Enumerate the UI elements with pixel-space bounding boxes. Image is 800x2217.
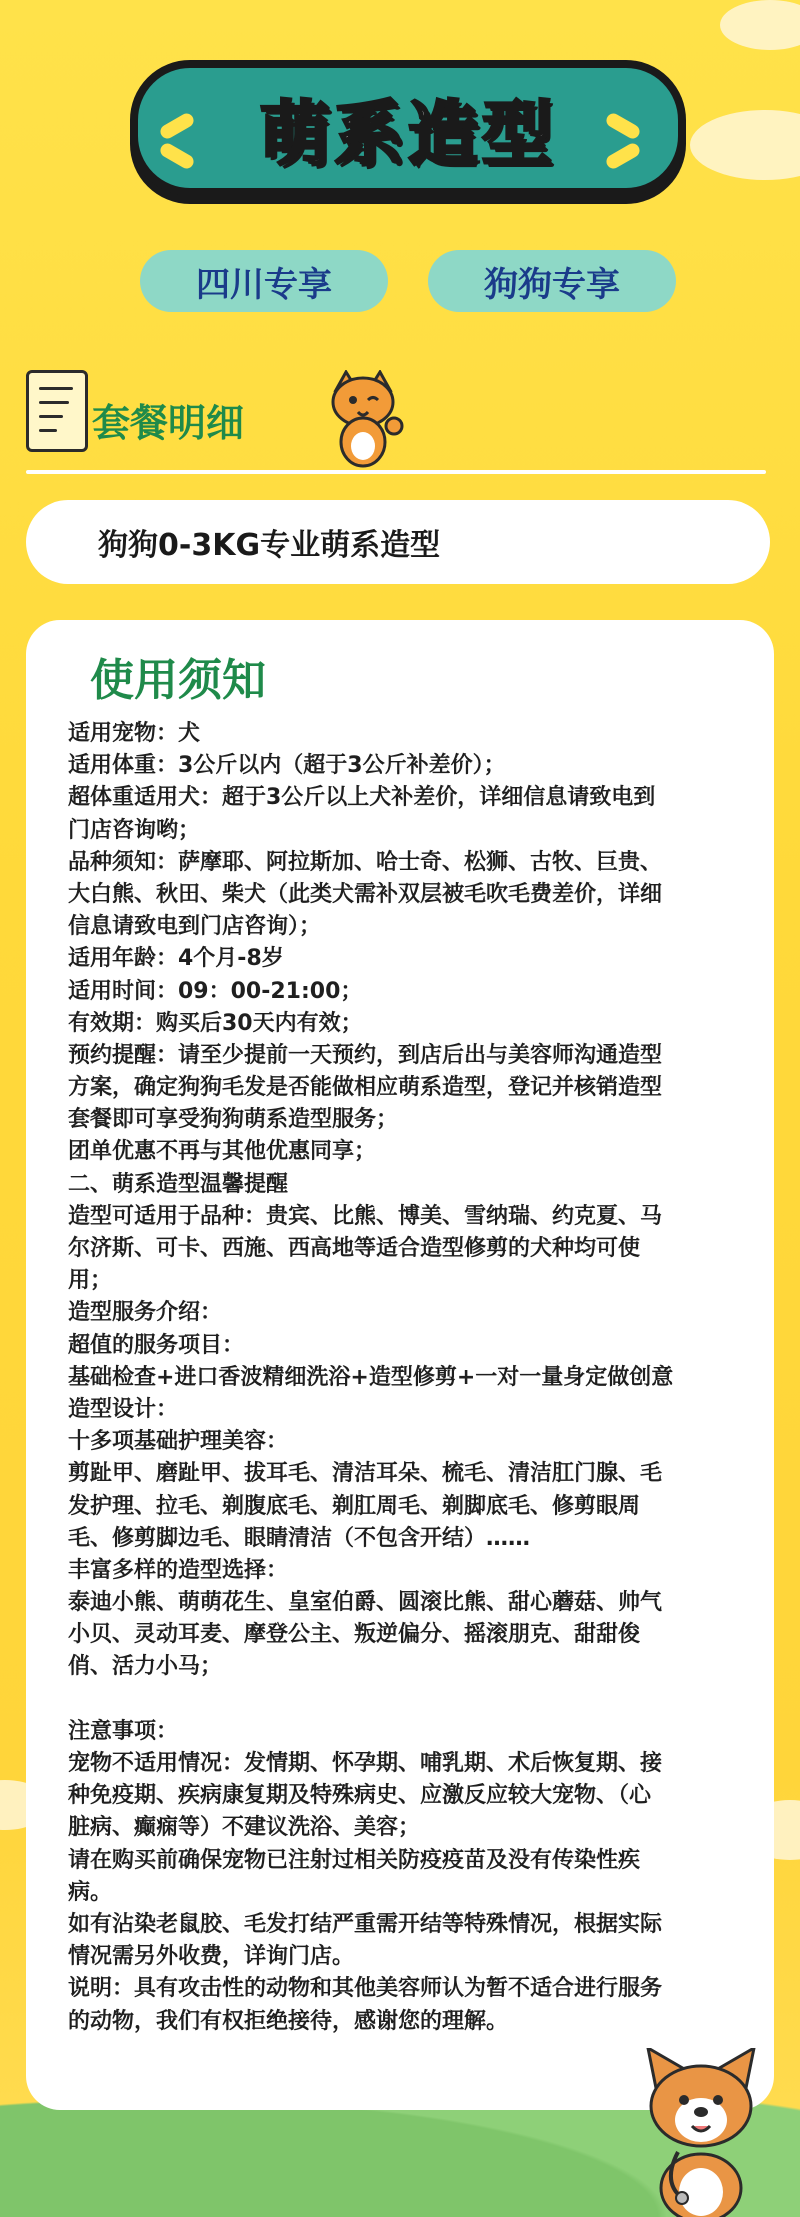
notice-line: 尔济斯、可卡、西施、西高地等适合造型修剪的犬种均可使 <box>68 1236 641 1261</box>
page-title: 萌系造型 <box>260 92 556 175</box>
notice-line: 二、萌系造型温馨提醒 <box>68 1171 289 1197</box>
notice-line: 注意事项： <box>68 1718 179 1744</box>
cloud-decoration <box>690 110 800 180</box>
package-card <box>26 500 770 584</box>
notice-line: 毛、修剪脚边毛、眼睛清洁（不包含开结）…… <box>68 1525 531 1551</box>
notice-line <box>68 1684 758 1716</box>
notice-line: 的动物，我们有权拒绝接待，感谢您的理解。 <box>68 2008 509 2034</box>
section-header <box>26 370 766 470</box>
package-name: 狗狗0-3KG专业萌系造型 <box>98 528 441 563</box>
notice-line: 造型可适用于品种：贵宾、比熊、博美、雪纳瑞、约克夏、马 <box>68 1203 663 1229</box>
notice-line: 泰迪小熊、萌萌花生、皇室伯爵、圆滚比熊、甜心蘑菇、帅气 <box>68 1590 663 1616</box>
dog-mascot-icon <box>626 2048 776 2217</box>
notice-line: 适用宠物：犬 <box>68 721 201 746</box>
notice-line: 适用体重：3公斤以内（超于3公斤补差价）； <box>68 753 506 779</box>
notice-line: 预约提醒：请至少提前一天预约，到店后出与美容师沟通造型 <box>68 1042 663 1068</box>
notice-line: 用； <box>68 1268 113 1294</box>
notice-text <box>68 718 758 2038</box>
notice-line: 病。 <box>68 1879 113 1905</box>
notice-line: 团单优惠不再与其他优惠同享； <box>68 1139 377 1165</box>
notice-line: 基础检查+进口香波精细洗浴+造型修剪+一对一量身定做创意 <box>68 1364 674 1390</box>
notice-line: 发护理、拉毛、剃腹底毛、剃肛周毛、剃脚底毛、修剪眼周 <box>68 1493 641 1519</box>
title-banner <box>130 60 686 196</box>
tag-pet-type: 狗狗专享 <box>428 250 676 312</box>
notice-line: 种免疫期、疾病康复期及特殊病史、应激反应较大宠物、（心 <box>68 1783 652 1809</box>
notice-line: 说明：具有攻击性的动物和其他美容师认为暂不适合进行服务 <box>68 1976 663 2002</box>
notice-title: 使用须知 <box>90 655 266 706</box>
notice-line: 适用时间：09：00-21:00； <box>68 978 363 1004</box>
notice-line: 情况需另外收费，详询门店。 <box>68 1944 355 1970</box>
tag-region: 四川专享 <box>140 250 388 312</box>
notice-line: 大白熊、秋田、柴犬（此类犬需补双层被毛吹毛费差价，详细 <box>68 881 663 907</box>
notice-line: 超体重适用犬：超于3公斤以上犬补差价，详细信息请致电到 <box>68 785 656 811</box>
notice-card <box>26 620 774 2110</box>
notice-line: 造型设计： <box>68 1396 179 1422</box>
cat-mascot-icon <box>318 370 408 470</box>
notice-line: 请在购买前确保宠物已注射过相关防疫疫苗及没有传染性疾 <box>68 1847 641 1873</box>
notice-line: 造型服务介绍： <box>68 1300 223 1326</box>
notice-line: 剪趾甲、磨趾甲、拔耳毛、清洁耳朵、梳毛、清洁肛门腺、毛 <box>68 1461 663 1487</box>
section-divider <box>26 470 766 474</box>
notice-line: 脏病、癫痫等）不建议洗浴、美容； <box>68 1815 421 1841</box>
notice-line: 适用年龄：4个月-8岁 <box>68 946 284 972</box>
notice-line: 如有沾染老鼠胶、毛发打结严重需开结等特殊情况，根据实际 <box>68 1911 663 1937</box>
notice-line: 超值的服务项目： <box>68 1332 245 1358</box>
notice-line: 套餐即可享受狗狗萌系造型服务； <box>68 1107 399 1133</box>
notice-line: 十多项基础护理美容： <box>68 1429 289 1455</box>
notice-line: 方案，确定狗狗毛发是否能做相应萌系造型，登记并核销造型 <box>68 1075 663 1101</box>
document-pen-icon <box>26 370 88 452</box>
notice-line: 俏、活力小马； <box>68 1654 223 1680</box>
notice-line: 品种须知：萨摩耶、阿拉斯加、哈士奇、松狮、古牧、巨贵、 <box>68 849 663 875</box>
notice-line: 小贝、灵动耳麦、摩登公主、叛逆偏分、摇滚朋克、甜甜俊 <box>68 1622 641 1648</box>
notice-line: 有效期：购买后30天内有效； <box>68 1010 363 1036</box>
section-title: 套餐明细 <box>92 401 245 445</box>
notice-line: 宠物不适用情况：发情期、怀孕期、哺乳期、术后恢复期、接 <box>68 1751 663 1776</box>
cloud-decoration <box>720 0 800 50</box>
notice-line: 丰富多样的造型选择： <box>68 1557 289 1583</box>
notice-line: 门店咨询哟； <box>68 817 201 843</box>
notice-line: 信息请致电到门店咨询）； <box>68 914 322 940</box>
